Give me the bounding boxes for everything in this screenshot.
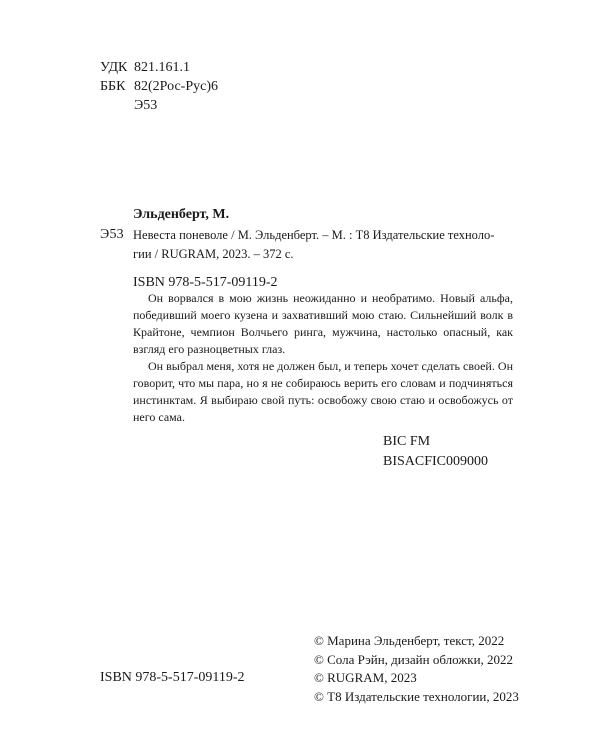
bbk-value: 82(2Рос-Рус)6 bbox=[134, 79, 218, 94]
annotation bbox=[133, 290, 513, 426]
copyright-block bbox=[314, 632, 594, 706]
catalog-codes bbox=[100, 60, 300, 120]
copyright-line: © Т8 Издательские технологии, 2023 bbox=[314, 688, 519, 704]
annotation-paragraph-1: Он ворвался в мою жизнь неожиданно и необратимо. Новый альфа, победивший моего кузена и захвативший мою стаю. Сильнейший волк в Крайтоне, чемпион Волчьего ринга, мужчина, настолько опасный, как взгляд его разноцветных глаз. bbox=[133, 291, 513, 356]
udk-value: 821.161.1 bbox=[134, 60, 190, 75]
classification bbox=[383, 432, 488, 472]
copyright-line: © Сола Рэйн, дизайн обложки, 2022 bbox=[314, 651, 514, 667]
title-line-1: Невеста поневоле / М. Эльденберт. – М. : Т8 Издательские техноло- bbox=[133, 228, 495, 242]
author-heading: Эльденберт, М. bbox=[133, 207, 230, 222]
title-line-2: гии / RUGRAM, 2023. – 372 с. bbox=[133, 247, 294, 261]
bbk-label: ББК bbox=[100, 79, 126, 94]
isbn-record: ISBN 978-5-517-09119-2 bbox=[133, 275, 278, 290]
bic-code: BIC FM bbox=[383, 434, 431, 449]
copyright-line: © Марина Эльденберт, текст, 2022 bbox=[314, 633, 505, 648]
udk-label: УДК bbox=[100, 60, 128, 75]
author-mark: Э53 bbox=[100, 227, 124, 242]
author-mark-top: Э53 bbox=[134, 98, 158, 113]
copyright-line: © RUGRAM, 2023 bbox=[314, 670, 417, 685]
isbn-footer: ISBN 978-5-517-09119-2 bbox=[100, 670, 245, 685]
annotation-paragraph-2: Он выбрал меня, хотя не должен был, и теперь хочет сделать своей. Он говорит, что мы пара, но я не собираюсь верить его словам и подчиняться инстинктам. Я выбираю свой путь: освобожу свою стаю и освобожусь от него сама. bbox=[133, 359, 513, 424]
bisac-code: BISACFIC009000 bbox=[383, 454, 489, 469]
